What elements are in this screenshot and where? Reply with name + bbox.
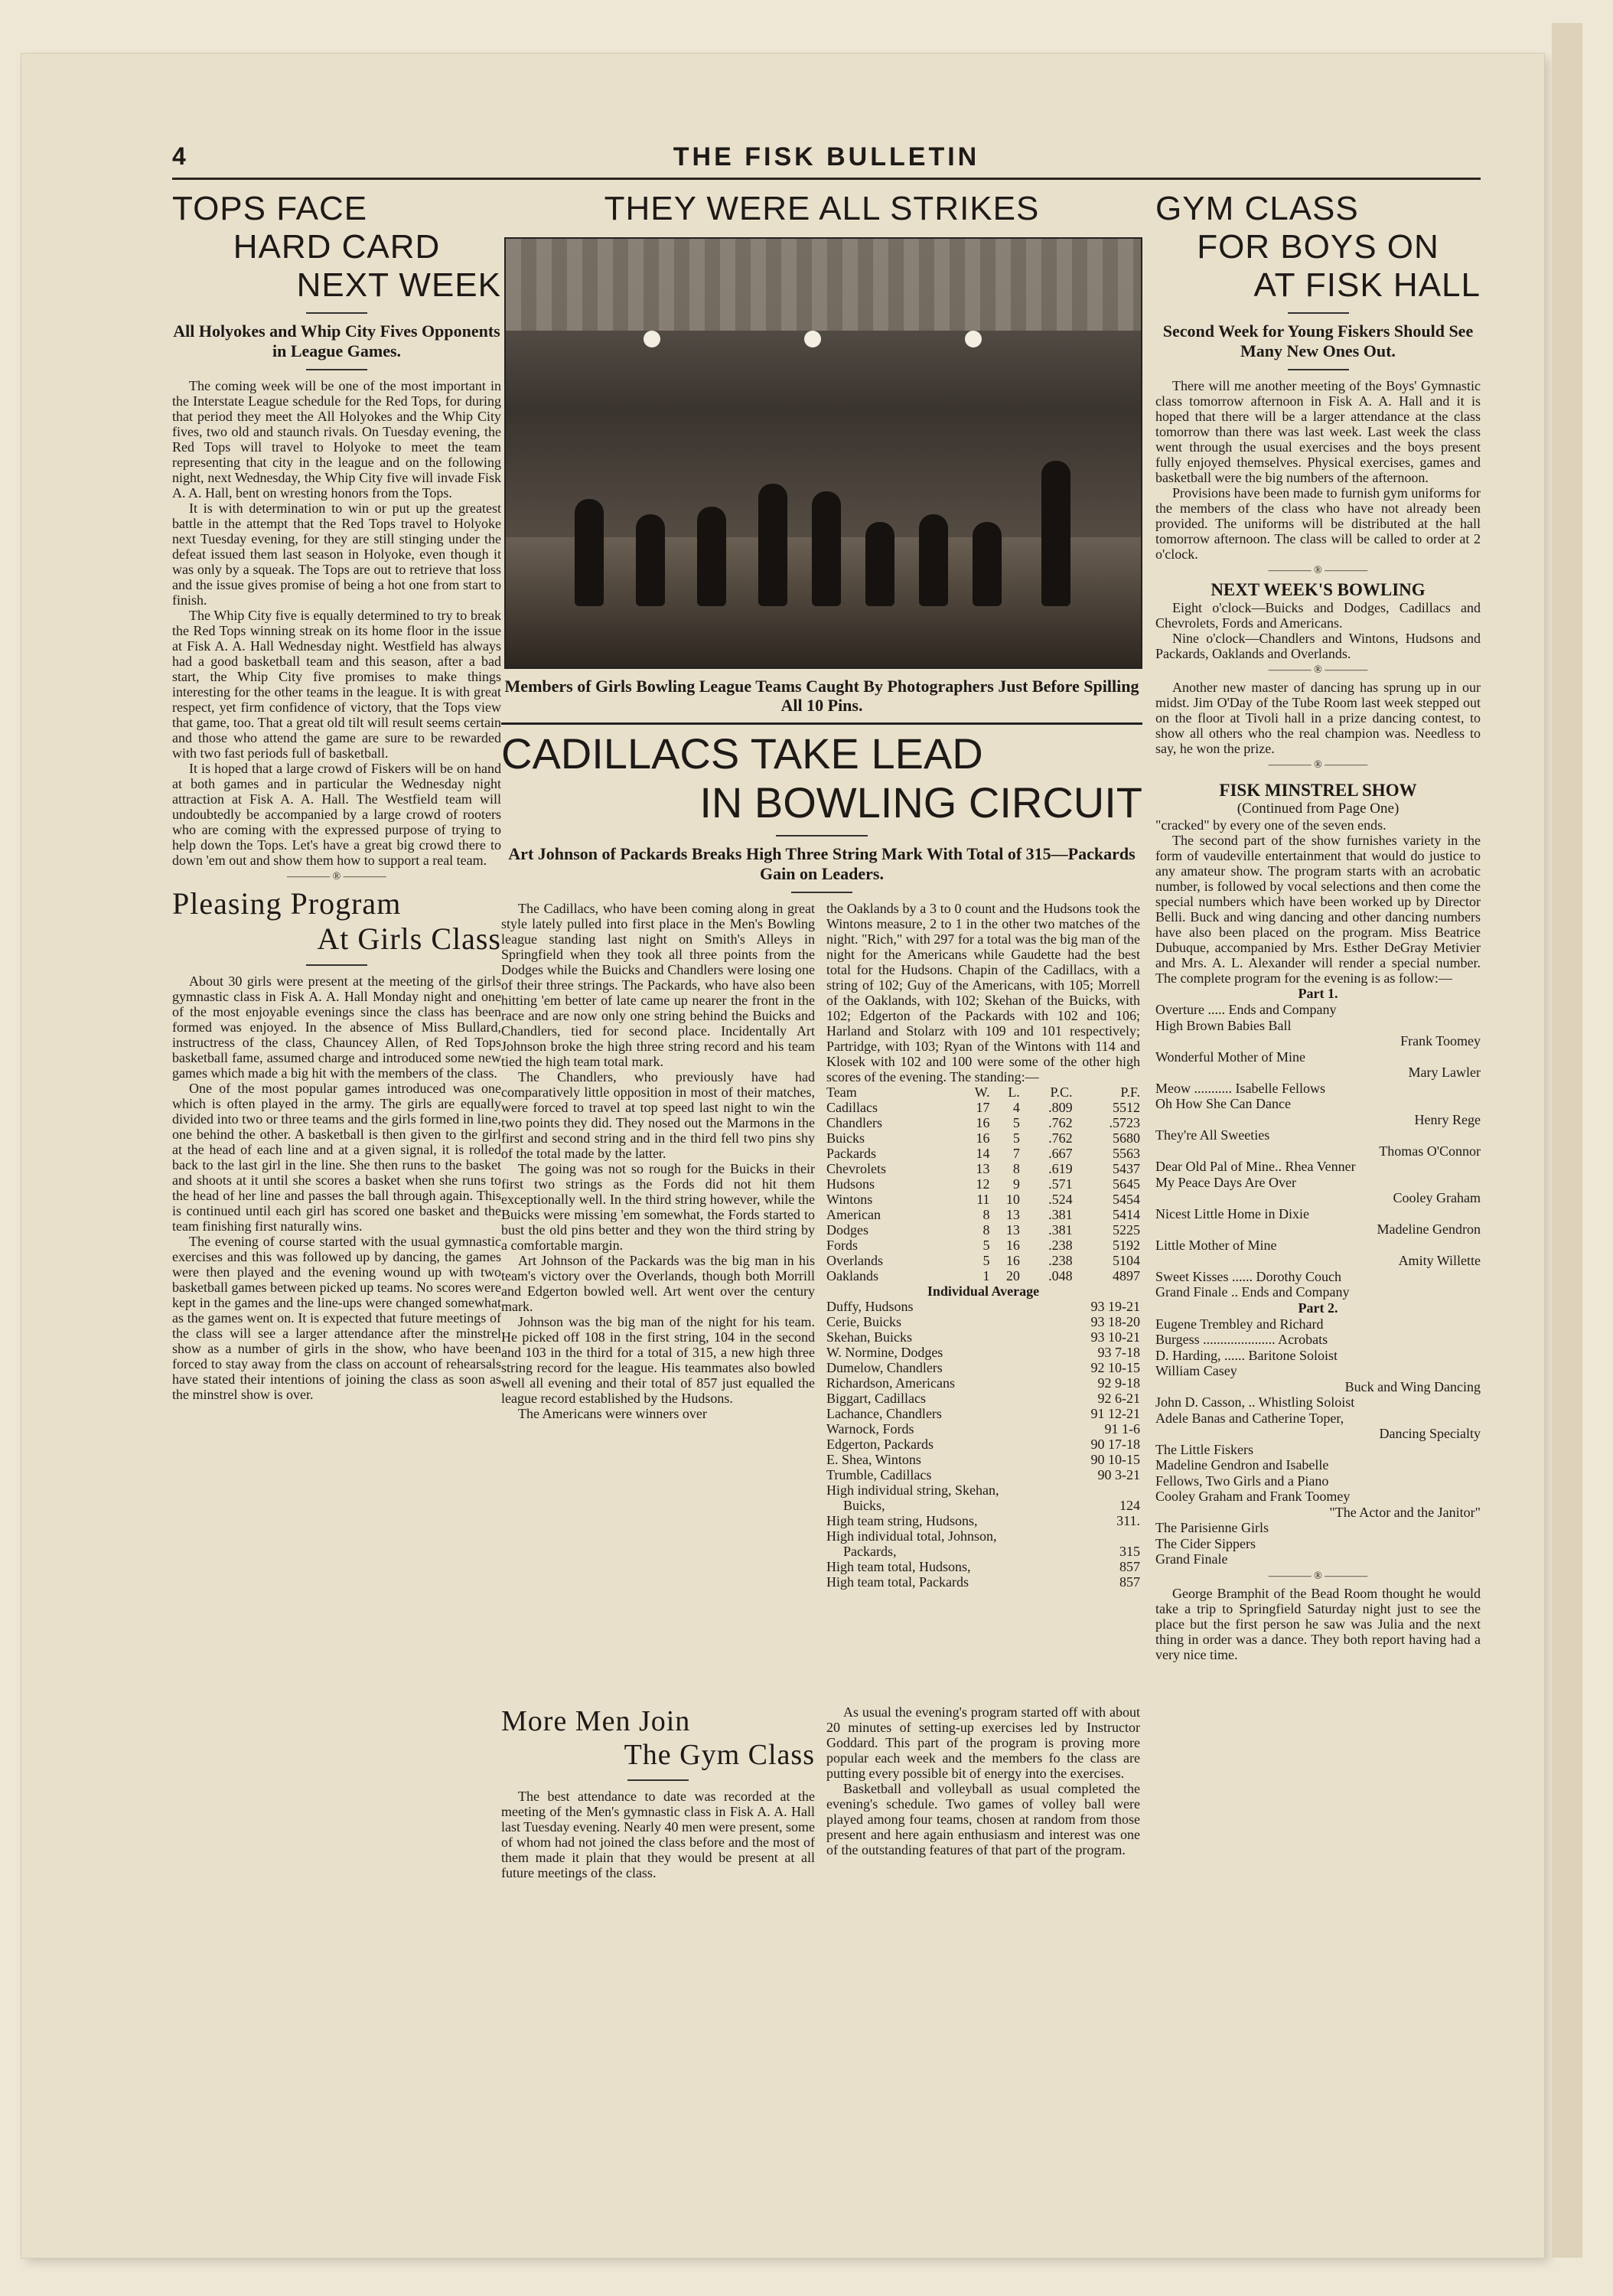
standing-cell: 13 — [976, 1161, 990, 1176]
headline-line: FOR BOYS ON — [1197, 228, 1439, 266]
divider — [791, 892, 852, 893]
ornament-divider: ———— ® ———— — [1268, 565, 1368, 576]
average-row — [826, 1452, 1140, 1467]
average-cell: E. Shea, Wintons — [826, 1452, 921, 1467]
average-cell: Biggart, Cadillacs — [826, 1391, 926, 1406]
records-table — [826, 1482, 1140, 1590]
standing-cell: Hudsons — [826, 1176, 875, 1192]
divider — [306, 369, 367, 370]
paragraph: The Americans were winners over — [518, 1406, 707, 1421]
article-body — [1155, 378, 1481, 562]
standing-cell: Fords — [826, 1238, 859, 1253]
standing-cell: .667 — [1048, 1146, 1073, 1161]
average-row — [826, 1406, 1140, 1421]
headline-line: CADILLACS TAKE LEAD — [501, 729, 983, 778]
section-heading: NEXT WEEK'S BOWLING — [1211, 580, 1426, 599]
program-item: High Brown Babies Ball — [1155, 1017, 1292, 1033]
program-item: Dear Old Pal of Mine.. Rhea Venner — [1155, 1159, 1356, 1174]
standing-cell: 13 — [1005, 1222, 1020, 1238]
standing-cell: 4 — [1012, 1100, 1020, 1115]
gym-col-a — [501, 1704, 815, 1880]
standing-cell: 5454 — [1113, 1192, 1140, 1207]
standing-row — [826, 1192, 1140, 1207]
program-item: Dancing Specialty — [1379, 1426, 1481, 1441]
standing-cell: .381 — [1048, 1207, 1073, 1222]
average-row — [826, 1391, 1140, 1406]
average-cell: Richardson, Americans — [826, 1375, 955, 1391]
record-label: High team string, Hudsons, — [826, 1513, 978, 1528]
standing-cell: Wintons — [826, 1192, 873, 1207]
program-item: Cooley Graham and Frank Toomey — [1155, 1489, 1351, 1504]
paragraph: Another new master of dancing has sprung up in our midst. Jim O'Day of the Tube Room last week stepped out on the floor at Tivoli hall in a prize dancing contest, to show all others who the real champion was. Needless to say, he won the prize. — [1155, 680, 1481, 756]
standing-row — [826, 1238, 1140, 1253]
average-cell: Cerie, Buicks — [826, 1314, 901, 1329]
average-cell: 90 3-21 — [1097, 1467, 1140, 1482]
average-cell: 93 18-20 — [1090, 1314, 1140, 1329]
program-item: The Parisienne Girls — [1155, 1520, 1269, 1535]
standing-cell: 5192 — [1113, 1238, 1140, 1253]
average-row — [826, 1437, 1140, 1452]
paragraph: There will me another meeting of the Boys' Gymnastic class tomorrow afternoon in Fisk A. A. Hall and it is hoped that there will be a larger attendance at the class tomorrow than there was last week. Last week the class went through the usual exercises and the boys present fully enjoyed themselves. Physical exercises, games and basketball were the big numbers of the afternoon. — [1155, 378, 1481, 485]
paragraph: The best attendance to date was recorded at the meeting of the Men's gymnastic class in Fisk A. A. Hall last Tuesday evening. Nearly 40 men were present, some of whom had not joined the class before and the most of them made it plain that they would be present at all future meetings of the class. — [501, 1789, 815, 1880]
program-item: "The Actor and the Janitor" — [1329, 1504, 1481, 1520]
standing-cell: 5 — [982, 1238, 990, 1253]
record-label: High team total, Hudsons, — [826, 1559, 971, 1574]
paragraph: The Cadillacs, who have been coming along in great style lately pulled into first place in the Men's Bowling league standing last night on Smith's Alleys in Springfield when they took all three points from the Dodges while the Buicks and Chandlers were losing one of their three strings. The Packards, who have also been hitting 'em better of late came up nearer the front in the race and are now only one string behind the Buicks and Chandlers, tied for second place. Incidentally Art Johnson broke the high three string record and his team tied the high team total mark. — [501, 901, 815, 1069]
standing-cell: 16 — [1005, 1238, 1020, 1253]
standing-cell: .762 — [1048, 1130, 1073, 1146]
program-item: Amity Willette — [1398, 1253, 1481, 1268]
average-cell: Edgerton, Packards — [826, 1437, 934, 1452]
standing-cell: 5104 — [1113, 1253, 1140, 1268]
paragraph: Eight o'clock—Buicks and Dodges, Cadillacs and Chevrolets, Fords and Americans. — [1155, 600, 1481, 631]
standing-row — [826, 1130, 1140, 1146]
program-item: Cooley Graham — [1393, 1190, 1481, 1205]
standing-cell: 1 — [982, 1268, 990, 1283]
ornament-divider: ———— ® ———— — [1268, 759, 1368, 771]
program-item: Burgess ..................... Acrobats — [1155, 1332, 1328, 1347]
program-item: Grand Finale .. Ends and Company — [1155, 1284, 1350, 1300]
average-cell: Warnock, Fords — [826, 1421, 914, 1437]
standing-cell: Dodges — [826, 1222, 868, 1238]
average-row — [826, 1314, 1140, 1329]
average-row — [826, 1345, 1140, 1360]
average-row — [826, 1375, 1140, 1391]
photo-caption: Members of Girls Bowling League Teams Caught By Photographers Just Before Spilling All 10 Pins. — [504, 677, 1139, 715]
standing-header-cell: P.F. — [1120, 1084, 1140, 1100]
paragraph: George Bramphit of the Bead Room thought he would take a trip to Springfield Saturday night just to see the place but the first person he saw was Julia and the next thing in order was a dance. They both report having had a very nice time. — [1155, 1585, 1481, 1662]
standing-cell: .048 — [1048, 1268, 1073, 1283]
standing-cell: .238 — [1048, 1238, 1073, 1253]
ornament-divider: ———— ® ———— — [1268, 664, 1368, 676]
program-item: Madeline Gendron — [1377, 1221, 1481, 1237]
program-item: Henry Rege — [1414, 1111, 1481, 1127]
standing-header-cell: P.C. — [1050, 1084, 1073, 1100]
paragraph: The second part of the show furnishes variety in the form of vaudeville entertainment that would do justice to any amateur show. The program starts with an acrobatic number, is followed by vocal selections and then come the special numbers which have been worked up by Director Belli. Buck and wing dancing and other dancing numbers have also been placed on the program. Miss Beatrice Dubuque, accompanied by Mrs. Esther DeGray Metivier and Mrs. A. L. Alexander will render a special number. The complete program for the evening is as follow:— — [1155, 833, 1481, 986]
standing-cell: 12 — [976, 1176, 990, 1192]
standing-cell: .5723 — [1109, 1115, 1140, 1130]
average-row — [826, 1360, 1140, 1375]
program-item: Grand Finale — [1155, 1551, 1228, 1567]
paragraph: About 30 girls were present at the meeting of the girls gymnastic class in Fisk A. A. Hall Monday night and one of the most enjoyable evenings since the class has been formed was enjoyed. In the absence of Miss Bullard, instructress of the class, Chauncey Allen, of Red Tops basketball fame, assumed charge and introduced some new games which made a big hit with the members of the class. — [172, 974, 501, 1081]
record-label: High individual string, Skehan, — [826, 1482, 999, 1498]
program-item: Madeline Gendron and Isabelle — [1155, 1457, 1329, 1473]
section-subheading: (Continued from Page One) — [1237, 801, 1400, 817]
standing-row — [826, 1253, 1140, 1268]
program-list — [1155, 1002, 1481, 1300]
article-body — [1155, 600, 1481, 661]
program-item: Oh How She Can Dance — [1155, 1096, 1291, 1111]
standing-row — [826, 1268, 1140, 1283]
headline-line: HARD CARD — [233, 228, 441, 266]
program-part: Part 1. — [1298, 986, 1338, 1001]
photo-headline: THEY WERE ALL STRIKES — [604, 190, 1040, 227]
average-cell: Duffy, Hudsons — [826, 1299, 914, 1314]
standing-cell: .809 — [1048, 1100, 1073, 1115]
standing-cell: 5 — [982, 1253, 990, 1268]
program-item: Little Mother of Mine — [1155, 1237, 1277, 1253]
program-item: Mary Lawler — [1408, 1065, 1481, 1080]
left-column — [172, 190, 501, 1402]
average-cell: Skehan, Buicks — [826, 1329, 912, 1345]
average-cell: 93 10-21 — [1090, 1329, 1140, 1345]
article-body — [1155, 817, 1481, 986]
headline-line: GYM CLASS — [1155, 190, 1359, 227]
page-edge — [1552, 23, 1582, 2258]
standing-cell: Chevrolets — [826, 1161, 886, 1176]
average-cell: 91 1-6 — [1104, 1421, 1140, 1437]
headline-line: At Girls Class — [317, 921, 501, 956]
record-label: Packards, — [843, 1544, 897, 1559]
average-row — [826, 1299, 1140, 1314]
standing-cell: 5 — [1012, 1115, 1020, 1130]
standing-row — [826, 1207, 1140, 1222]
program-item: Sweet Kisses ...... Dorothy Couch — [1155, 1268, 1341, 1284]
program-item: They're All Sweeties — [1155, 1127, 1270, 1143]
standing-cell: .238 — [1048, 1253, 1073, 1268]
paragraph: Johnson was the big man of the night for his team. He picked off 108 in the first string, 104 in the second and 103 in the third for a total of 315, a new high three string record for the league. His teammates also bowled well all evening and their total of 857 just equalled the league record established by the Hudsons. — [501, 1314, 815, 1406]
standing-cell: 5563 — [1113, 1146, 1140, 1161]
standing-cell: American — [826, 1207, 881, 1222]
center-column — [501, 190, 1142, 2026]
standing-cell: 5 — [1012, 1130, 1020, 1146]
standing-cell: 7 — [1012, 1146, 1020, 1161]
program-part: Part 2. — [1298, 1300, 1338, 1316]
program-item: Fellows, Two Girls and a Piano — [1155, 1473, 1329, 1489]
standing-cell: 10 — [1005, 1192, 1020, 1207]
standing-cell: 8 — [982, 1222, 990, 1238]
program-item: William Casey — [1155, 1363, 1237, 1378]
program-item: Meow ........... Isabelle Fellows — [1155, 1080, 1325, 1096]
standing-cell: 16 — [976, 1130, 990, 1146]
average-cell: 92 9-18 — [1097, 1375, 1140, 1391]
deck: Second Week for Young Fiskers Should See Many New Ones Out. — [1162, 321, 1474, 360]
program-item: Frank Toomey — [1400, 1033, 1481, 1049]
standing-cell: 5680 — [1113, 1130, 1140, 1146]
bowling-article — [501, 901, 1142, 1704]
average-cell: Trumble, Cadillacs — [826, 1467, 932, 1482]
standing-table — [826, 1084, 1140, 1283]
ornament-divider: ———— ® ———— — [1268, 1570, 1368, 1582]
deck: Art Johnson of Packards Breaks High Three String Mark With Total of 315—Packards Gain on Leaders. — [508, 844, 1136, 883]
paragraph: The going was not so rough for the Buicks in their first two strings as the Fords did not hit them exceptionally well. In the third string however, while the Buicks were missing 'em somewhat, the Fords started to bust the old pins better and they won the third string by a comfortable margin. — [501, 1161, 815, 1253]
program-item: Overture ..... Ends and Company — [1155, 1002, 1337, 1017]
average-title: Individual Average — [927, 1283, 1040, 1299]
masthead-rule — [172, 178, 1481, 180]
headline-line: More Men Join — [501, 1705, 691, 1737]
standing-cell: .571 — [1048, 1176, 1073, 1192]
standing-cell: Buicks — [826, 1130, 865, 1146]
program-item: Nicest Little Home in Dixie — [1155, 1205, 1309, 1221]
standing-cell: 5512 — [1113, 1100, 1140, 1115]
standing-cell: 17 — [976, 1100, 990, 1115]
headline-line: Pleasing Program — [172, 886, 402, 921]
headline-line: The Gym Class — [624, 1739, 815, 1771]
standing-row — [826, 1176, 1140, 1192]
standing-cell: 8 — [1012, 1161, 1020, 1176]
program-item: The Little Fiskers — [1155, 1441, 1253, 1457]
paragraph: The Chandlers, who previously have had comparatively little opposition in most of their matches, were forced to travel at top speed last night to win the two points they did. They nosed out the Marmons in the first and second string and in the third fell two pins shy of the total made by the latter. — [501, 1069, 815, 1161]
average-cell: 92 10-15 — [1090, 1360, 1140, 1375]
standing-header-cell: L. — [1008, 1084, 1020, 1100]
section-heading: FISK MINSTREL SHOW — [1219, 781, 1417, 800]
standing-cell: 9 — [1012, 1176, 1020, 1192]
average-row — [826, 1421, 1140, 1437]
average-cell: 93 19-21 — [1090, 1299, 1140, 1314]
divider — [776, 835, 868, 837]
standing-cell: 20 — [1005, 1268, 1020, 1283]
record-value: 124 — [1119, 1498, 1140, 1513]
average-cell: Dumelow, Chandlers — [826, 1360, 943, 1375]
standing-row — [826, 1161, 1140, 1176]
bowling-photo — [504, 237, 1142, 669]
article-col-a — [501, 901, 815, 1421]
standing-cell: .619 — [1048, 1161, 1073, 1176]
average-cell: 91 12-21 — [1090, 1406, 1140, 1421]
standing-cell: 13 — [1005, 1207, 1020, 1222]
masthead — [172, 142, 1481, 173]
program-item: Eugene Trembley and Richard — [1155, 1316, 1324, 1332]
gym-col-b — [826, 1704, 1140, 1857]
average-cell: 93 7-18 — [1097, 1345, 1140, 1360]
standing-row — [826, 1222, 1140, 1238]
paragraph: The evening of course started with the usual gymnastic exercises and this was followed up by dancing, the games were then played and the evening wound up with two basketball games between picked up teams. No scores were kept in the games and the line-ups were changed somewhat as the games went on. It is expected that future meetings of the class will see a larger attendance after the minstrel show as a number of girls in the show, who have been forced to stay away from the class on account of rehearsals have stated their intentions of joining the class as soon as the minstrel show is over. — [172, 1234, 501, 1402]
article-body — [172, 378, 501, 868]
paragraph: The coming week will be one of the most important in the Interstate League schedule for the Red Tops, for during that period they meet the All Holyokes and the Whip City fives, two old and staunch rivals. On Tuesday evening, the Red Tops will travel to Holyoke to meet the team representing that city in the league and on the following night, next Wednesday, the Whip City five will invade Fisk A. A. Hall, bent on wresting honors from the Tops. — [172, 378, 501, 501]
program-list — [1155, 1316, 1481, 1567]
headline-line: AT FISK HALL — [1253, 266, 1481, 304]
average-row — [826, 1467, 1140, 1482]
paragraph: As usual the evening's program started off with about 20 minutes of setting-up exercises led by Instructor Goddard. This part of the program is proving more popular each week and the members fo the class are putting every possible bit of energy into the exercises. — [826, 1704, 1140, 1781]
program-item: My Peace Days Are Over — [1155, 1174, 1296, 1190]
article-col-b — [826, 901, 1140, 1590]
standing-row — [826, 1115, 1140, 1130]
standing-cell: .381 — [1048, 1222, 1073, 1238]
standing-cell: .524 — [1048, 1192, 1073, 1207]
divider — [627, 1779, 689, 1781]
gym-article — [501, 1704, 1142, 2026]
program-item: Wonderful Mother of Mine — [1155, 1049, 1306, 1065]
average-cell: W. Normine, Dodges — [826, 1345, 943, 1360]
ornament-divider: ———— ® ———— — [287, 871, 386, 882]
headline-line: NEXT WEEK — [296, 266, 501, 304]
record-label: High individual total, Johnson, — [826, 1528, 997, 1544]
paragraph: One of the most popular games introduced was one which is often played in the army. The girls are equally divided into two or three teams and the girls formed in line, one behind the other. A basketball is then given to the girl at the head of each line and at a given signal, it is rolled back to the last girl in the line. She then runs to the basket and shoots at it until she scores a basket when she runs to the head of her line and passes the ball through again. This is continued until each girl has scored one basket and the team finishing first naturally wins. — [172, 1081, 501, 1234]
average-table — [826, 1299, 1140, 1482]
standing-cell: 11 — [976, 1192, 990, 1207]
program-item: Adele Banas and Catherine Toper, — [1155, 1410, 1344, 1426]
paragraph: Nine o'clock—Chandlers and Wintons, Hudsons and Packards, Oaklands and Overlands. — [1155, 631, 1481, 661]
standing-cell: Chandlers — [826, 1115, 882, 1130]
paragraph: Art Johnson of the Packards was the big man in his team's victory over the Overlands, though both Morrill and Edgerton bowled well. Art went over the century mark. — [501, 1253, 815, 1314]
standing-cell: 5645 — [1113, 1176, 1140, 1192]
paragraph: It is with determination to win or put up the greatest battle in the attempt that the Red Tops travel to Holyoke next Tuesday evening, for they are still stinging under the defeat issued them last season in Holyoke, even though it was only by a squeak. The Tops are out to retrieve that loss and the issue gives promise of being a hot one from start to finish. — [172, 501, 501, 608]
average-cell: 90 10-15 — [1090, 1452, 1140, 1467]
average-row — [826, 1329, 1140, 1345]
right-column — [1155, 190, 1481, 1662]
standing-cell: 4897 — [1113, 1268, 1140, 1283]
standing-cell: 16 — [1005, 1253, 1020, 1268]
paragraph: It is hoped that a large crowd of Fiskers will be on hand at both games and in particular the Wednesday night attraction at Fisk A. A. Hall. The Westfield team will undoubtedly be accompanied by a large crowd of rooters who are coming with the expressed purpose of trying to help down the Tops. Let's have a great big crowd there to down 'em out and show them how to support a real team. — [172, 761, 501, 868]
page-number: 4 — [172, 142, 186, 170]
standing-cell: 5414 — [1113, 1207, 1140, 1222]
standing-header-cell: Team — [826, 1084, 857, 1100]
standing-cell: 16 — [976, 1115, 990, 1130]
headline-line: IN BOWLING CIRCUIT — [699, 778, 1142, 827]
average-cell: Lachance, Chandlers — [826, 1406, 942, 1421]
paragraph: the Oaklands by a 3 to 0 count and the Hudsons took the Wintons measure, 2 to 1 in the other two matches of the night. "Rich," with 297 for a total was the big man of the night for the Americans while Gaudette had the best total for the Hudsons. Chapin of the Cadillacs, with a string of 102; Guy of the Americans, with 105; Morrell of the Oaklands, with 102; Skehan of the Buicks, with 102; Edgerton of the Packards with 102 and 106; Harland and Stolarz with 109 and 101 respectively; Partridge, with 103; Ryan of the Wintons with 114 and Klosek with 102 and 100 were some of the other high scores of the evening. The standing:— — [826, 901, 1140, 1084]
record-value: 857 — [1119, 1559, 1140, 1574]
standing-cell: Oaklands — [826, 1268, 878, 1283]
standing-cell: 8 — [982, 1207, 990, 1222]
divider — [1288, 369, 1349, 370]
average-cell: 92 6-21 — [1097, 1391, 1140, 1406]
paragraph: The Whip City five is equally determined to try to break the Red Tops winning streak on its home floor in the issue at Fisk A. A. Hall Wednesday night. Westfield has always had a good basketball team and this season, after a bad start, the Whip City five promises to make things interesting for the other teams in the league. It is with great respect, yet firm confidence of victory, that the Tops view that game, too. That a great old tilt will result seems certain and those who attend the game are sure to be rewarded with two fast periods full of basketball. — [172, 608, 501, 761]
masthead-title: THE FISK BULLETIN — [673, 142, 980, 171]
record-value: 311. — [1116, 1513, 1140, 1528]
standing-cell: Overlands — [826, 1253, 883, 1268]
standing-header — [826, 1084, 1140, 1100]
record-label: High team total, Packards — [826, 1574, 969, 1590]
paragraph: "cracked" by every one of the seven ends. — [1155, 817, 1387, 833]
paragraph: Basketball and volleyball as usual completed the evening's schedule. Two games of volley ball were played among four teams, chosen at random from those present and here again enthusiasm and interest was one of the outstanding features of that part of the program. — [826, 1781, 1140, 1857]
standing-cell: 5225 — [1113, 1222, 1140, 1238]
record-value: 857 — [1119, 1574, 1140, 1590]
program-item: The Cider Sippers — [1155, 1535, 1256, 1551]
standing-row — [826, 1100, 1140, 1115]
record-value: 315 — [1119, 1544, 1140, 1559]
average-cell: 90 17-18 — [1090, 1437, 1140, 1452]
article-body — [172, 974, 501, 1402]
paragraph: Provisions have been made to furnish gym uniforms for the members of the class who have not already been provided. The uniforms will be distributed at the hall tomorrow afternoon. The class will be called to order at 2 o'clock. — [1155, 485, 1481, 562]
deck: All Holyokes and Whip City Fives Opponents in League Games. — [173, 321, 500, 360]
divider — [1288, 312, 1349, 314]
standing-cell: 14 — [976, 1146, 990, 1161]
program-item: Thomas O'Connor — [1379, 1143, 1481, 1159]
program-item: John D. Casson, .. Whistling Soloist — [1155, 1394, 1355, 1410]
headline-line: TOPS FACE — [172, 190, 368, 227]
standing-row — [826, 1146, 1140, 1161]
standing-cell: 5437 — [1113, 1161, 1140, 1176]
record-label: Buicks, — [843, 1498, 885, 1513]
standing-cell: .762 — [1048, 1115, 1073, 1130]
program-item: Buck and Wing Dancing — [1344, 1378, 1481, 1394]
standing-cell: Cadillacs — [826, 1100, 878, 1115]
program-item: D. Harding, ...... Baritone Soloist — [1155, 1347, 1338, 1363]
standing-cell: Packards — [826, 1146, 876, 1161]
divider — [306, 312, 367, 314]
standing-header-cell: W. — [974, 1084, 990, 1100]
divider — [306, 964, 367, 966]
